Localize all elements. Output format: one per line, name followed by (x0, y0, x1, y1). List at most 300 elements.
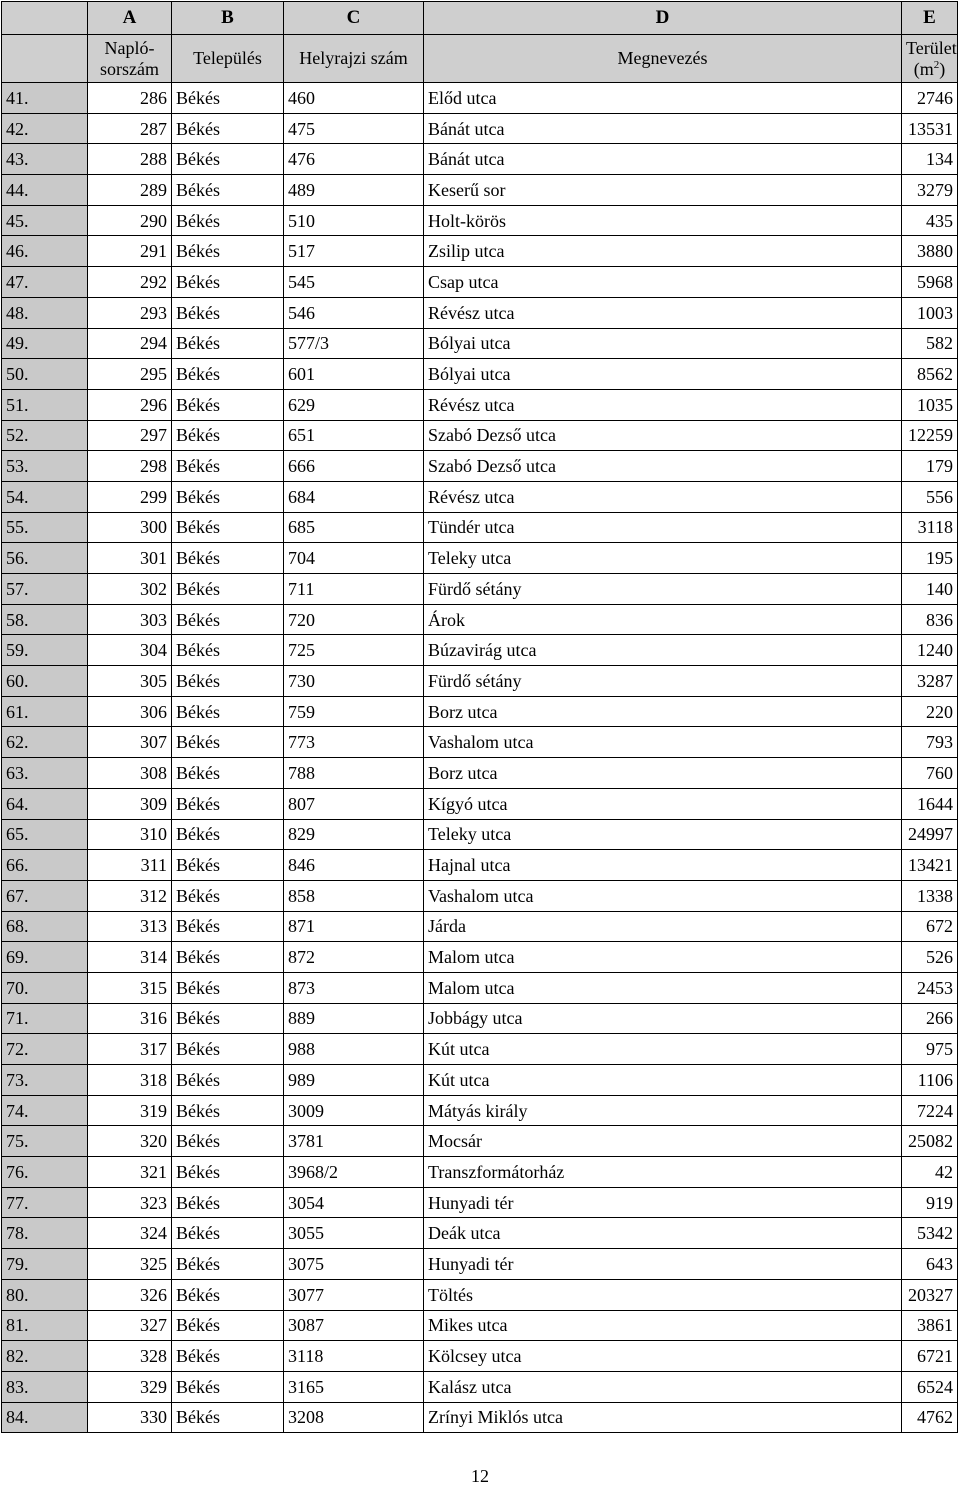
helyrajzi-szam-cell: 546 (284, 297, 424, 328)
corner-cell (2, 2, 88, 35)
terulet-cell: 20327 (902, 1279, 958, 1310)
helyrajzi-szam-cell: 517 (284, 236, 424, 267)
table-row (2, 83, 958, 114)
column-letter-a: A (88, 2, 172, 35)
table-row (2, 1187, 958, 1218)
telepules-cell: Békés (172, 727, 284, 758)
helyrajzi-szam-cell: 666 (284, 451, 424, 482)
naplo-sorszam-cell: 297 (88, 420, 172, 451)
naplo-sorszam-cell: 330 (88, 1402, 172, 1433)
telepules-cell: Békés (172, 328, 284, 359)
helyrajzi-szam-cell: 684 (284, 481, 424, 512)
helyrajzi-szam-cell: 829 (284, 819, 424, 850)
helyrajzi-szam-cell: 3165 (284, 1371, 424, 1402)
helyrajzi-szam-cell: 889 (284, 1003, 424, 1034)
telepules-cell: Békés (172, 604, 284, 635)
terulet-cell: 6524 (902, 1371, 958, 1402)
helyrajzi-szam-cell: 651 (284, 420, 424, 451)
telepules-cell: Békés (172, 972, 284, 1003)
terulet-cell: 1240 (902, 635, 958, 666)
helyrajzi-szam-cell: 730 (284, 666, 424, 697)
naplo-sorszam-cell: 301 (88, 543, 172, 574)
telepules-cell: Békés (172, 1249, 284, 1280)
land-registry-table (1, 1, 958, 1433)
megnevezes-cell: Tündér utca (424, 512, 902, 543)
helyrajzi-szam-cell: 846 (284, 850, 424, 881)
row-index-cell: 54. (2, 481, 88, 512)
telepules-cell: Békés (172, 83, 284, 114)
row-index-cell: 70. (2, 972, 88, 1003)
telepules-cell: Békés (172, 1187, 284, 1218)
megnevezes-cell: Csap utca (424, 267, 902, 298)
telepules-cell: Békés (172, 880, 284, 911)
terulet-cell: 140 (902, 574, 958, 605)
telepules-cell: Békés (172, 236, 284, 267)
naplo-sorszam-cell: 304 (88, 635, 172, 666)
row-index-cell: 44. (2, 175, 88, 206)
naplo-sorszam-cell: 324 (88, 1218, 172, 1249)
terulet-cell: 1338 (902, 880, 958, 911)
helyrajzi-szam-cell: 989 (284, 1065, 424, 1096)
terulet-cell: 836 (902, 604, 958, 635)
naplo-sorszam-cell: 312 (88, 880, 172, 911)
megnevezes-cell: Bánát utca (424, 144, 902, 175)
table-row (2, 297, 958, 328)
helyrajzi-szam-cell: 577/3 (284, 328, 424, 359)
megnevezes-cell: Mikes utca (424, 1310, 902, 1341)
megnevezes-cell: Malom utca (424, 972, 902, 1003)
telepules-cell: Békés (172, 1126, 284, 1157)
megnevezes-cell: Teleky utca (424, 543, 902, 574)
row-index-cell: 49. (2, 328, 88, 359)
row-index-cell: 72. (2, 1034, 88, 1065)
table-row (2, 175, 958, 206)
naplo-sorszam-cell: 323 (88, 1187, 172, 1218)
telepules-cell: Békés (172, 911, 284, 942)
row-index-cell: 41. (2, 83, 88, 114)
table-row (2, 574, 958, 605)
megnevezes-cell: Kölcsey utca (424, 1341, 902, 1372)
naplo-sorszam-cell: 298 (88, 451, 172, 482)
megnevezes-cell: Mátyás király (424, 1095, 902, 1126)
terulet-cell: 134 (902, 144, 958, 175)
megnevezes-cell: Mocsár (424, 1126, 902, 1157)
megnevezes-cell: Borz utca (424, 758, 902, 789)
row-index-cell: 51. (2, 389, 88, 420)
telepules-cell: Békés (172, 1034, 284, 1065)
row-index-cell: 59. (2, 635, 88, 666)
naplo-sorszam-cell: 320 (88, 1126, 172, 1157)
naplo-sorszam-cell: 309 (88, 788, 172, 819)
table-row (2, 635, 958, 666)
telepules-cell: Békés (172, 512, 284, 543)
helyrajzi-szam-cell: 720 (284, 604, 424, 635)
helyrajzi-szam-cell: 725 (284, 635, 424, 666)
megnevezes-cell: Hunyadi tér (424, 1249, 902, 1280)
naplo-sorszam-cell: 291 (88, 236, 172, 267)
table-row (2, 819, 958, 850)
helyrajzi-szam-cell: 3009 (284, 1095, 424, 1126)
column-letter-c: C (284, 2, 424, 35)
megnevezes-cell: Fürdő sétány (424, 666, 902, 697)
telepules-cell: Békés (172, 819, 284, 850)
naplo-sorszam-cell: 308 (88, 758, 172, 789)
table-row (2, 696, 958, 727)
megnevezes-cell: Búzavirág utca (424, 635, 902, 666)
helyrajzi-szam-cell: 3118 (284, 1341, 424, 1372)
megnevezes-cell: Vashalom utca (424, 880, 902, 911)
terulet-cell: 179 (902, 451, 958, 482)
telepules-cell: Békés (172, 1003, 284, 1034)
terulet-cell: 1003 (902, 297, 958, 328)
row-index-cell: 62. (2, 727, 88, 758)
helyrajzi-szam-cell: 489 (284, 175, 424, 206)
header-naplo-sorszam-text: Napló- sorszám (100, 37, 159, 79)
megnevezes-cell: Árok (424, 604, 902, 635)
naplo-sorszam-cell: 313 (88, 911, 172, 942)
terulet-cell: 5968 (902, 267, 958, 298)
telepules-cell: Békés (172, 696, 284, 727)
megnevezes-cell: Teleky utca (424, 819, 902, 850)
terulet-cell: 672 (902, 911, 958, 942)
helyrajzi-szam-cell: 807 (284, 788, 424, 819)
megnevezes-cell: Hunyadi tér (424, 1187, 902, 1218)
telepules-cell: Békés (172, 1402, 284, 1433)
row-index-cell: 60. (2, 666, 88, 697)
terulet-cell: 266 (902, 1003, 958, 1034)
helyrajzi-szam-cell: 3208 (284, 1402, 424, 1433)
megnevezes-cell: Bánát utca (424, 113, 902, 144)
telepules-cell: Békés (172, 420, 284, 451)
helyrajzi-szam-cell: 873 (284, 972, 424, 1003)
table-row (2, 942, 958, 973)
header-terulet-text: Terület $(m^2)$ (906, 37, 957, 79)
table-row (2, 1003, 958, 1034)
row-index-cell: 48. (2, 297, 88, 328)
table-row (2, 1279, 958, 1310)
row-index-cell: 67. (2, 880, 88, 911)
telepules-cell: Békés (172, 144, 284, 175)
naplo-sorszam-cell: 288 (88, 144, 172, 175)
terulet-cell: 975 (902, 1034, 958, 1065)
naplo-sorszam-cell: 303 (88, 604, 172, 635)
telepules-cell: Békés (172, 850, 284, 881)
telepules-cell: Békés (172, 1341, 284, 1372)
telepules-cell: Békés (172, 635, 284, 666)
helyrajzi-szam-cell: 476 (284, 144, 424, 175)
table-row (2, 359, 958, 390)
naplo-sorszam-cell: 319 (88, 1095, 172, 1126)
terulet-cell: 3279 (902, 175, 958, 206)
megnevezes-cell: Kalász utca (424, 1371, 902, 1402)
megnevezes-cell: Deák utca (424, 1218, 902, 1249)
megnevezes-cell: Transzformátorház (424, 1157, 902, 1188)
row-index-cell: 52. (2, 420, 88, 451)
table-row (2, 880, 958, 911)
terulet-cell: 793 (902, 727, 958, 758)
megnevezes-cell: Bólyai utca (424, 328, 902, 359)
header-telepules: Település (172, 35, 284, 83)
helyrajzi-szam-cell: 510 (284, 205, 424, 236)
megnevezes-cell: Révész utca (424, 481, 902, 512)
table-row (2, 666, 958, 697)
helyrajzi-szam-cell: 711 (284, 574, 424, 605)
row-index-cell: 47. (2, 267, 88, 298)
telepules-cell: Békés (172, 113, 284, 144)
megnevezes-cell: Keserű sor (424, 175, 902, 206)
table-row (2, 788, 958, 819)
megnevezes-cell: Járda (424, 911, 902, 942)
table-row (2, 1249, 958, 1280)
naplo-sorszam-cell: 289 (88, 175, 172, 206)
megnevezes-cell: Révész utca (424, 297, 902, 328)
terulet-cell: 4762 (902, 1402, 958, 1433)
row-index-cell: 68. (2, 911, 88, 942)
terulet-cell: 24997 (902, 819, 958, 850)
row-index-cell: 57. (2, 574, 88, 605)
terulet-cell: 526 (902, 942, 958, 973)
naplo-sorszam-cell: 295 (88, 359, 172, 390)
terulet-cell: 13421 (902, 850, 958, 881)
table-row (2, 604, 958, 635)
helyrajzi-szam-cell: 872 (284, 942, 424, 973)
naplo-sorszam-cell: 302 (88, 574, 172, 605)
table-row (2, 911, 958, 942)
naplo-sorszam-cell: 315 (88, 972, 172, 1003)
naplo-sorszam-cell: 290 (88, 205, 172, 236)
terulet-cell: 25082 (902, 1126, 958, 1157)
row-index-cell: 66. (2, 850, 88, 881)
row-index-cell: 53. (2, 451, 88, 482)
telepules-cell: Békés (172, 942, 284, 973)
helyrajzi-szam-cell: 3087 (284, 1310, 424, 1341)
helyrajzi-szam-cell: 460 (284, 83, 424, 114)
terulet-cell: 1035 (902, 389, 958, 420)
terulet-cell: 435 (902, 205, 958, 236)
megnevezes-cell: Szabó Dezső utca (424, 420, 902, 451)
helyrajzi-szam-cell: 704 (284, 543, 424, 574)
naplo-sorszam-cell: 299 (88, 481, 172, 512)
naplo-sorszam-cell: 325 (88, 1249, 172, 1280)
table-row (2, 451, 958, 482)
megnevezes-cell: Zrínyi Miklós utca (424, 1402, 902, 1433)
table-row (2, 850, 958, 881)
row-index-cell: 73. (2, 1065, 88, 1096)
terulet-cell: 3118 (902, 512, 958, 543)
naplo-sorszam-cell: 318 (88, 1065, 172, 1096)
table-row (2, 1371, 958, 1402)
telepules-cell: Békés (172, 451, 284, 482)
row-index-cell: 43. (2, 144, 88, 175)
table-row (2, 236, 958, 267)
helyrajzi-szam-cell: 629 (284, 389, 424, 420)
terulet-cell: 5342 (902, 1218, 958, 1249)
telepules-cell: Békés (172, 1218, 284, 1249)
naplo-sorszam-cell: 316 (88, 1003, 172, 1034)
table-row (2, 1402, 958, 1433)
megnevezes-cell: Töltés (424, 1279, 902, 1310)
megnevezes-cell: Fürdő sétány (424, 574, 902, 605)
row-index-cell: 56. (2, 543, 88, 574)
helyrajzi-szam-cell: 3077 (284, 1279, 424, 1310)
telepules-cell: Békés (172, 1310, 284, 1341)
naplo-sorszam-cell: 326 (88, 1279, 172, 1310)
naplo-sorszam-cell: 311 (88, 850, 172, 881)
megnevezes-cell: Borz utca (424, 696, 902, 727)
helyrajzi-szam-cell: 3075 (284, 1249, 424, 1280)
telepules-cell: Békés (172, 481, 284, 512)
megnevezes-cell: Zsilip utca (424, 236, 902, 267)
megnevezes-cell: Révész utca (424, 389, 902, 420)
row-index-cell: 75. (2, 1126, 88, 1157)
helyrajzi-szam-cell: 3968/2 (284, 1157, 424, 1188)
telepules-cell: Békés (172, 1279, 284, 1310)
telepules-cell: Békés (172, 574, 284, 605)
row-index-cell: 76. (2, 1157, 88, 1188)
telepules-cell: Békés (172, 543, 284, 574)
terulet-cell: 760 (902, 758, 958, 789)
megnevezes-cell: Malom utca (424, 942, 902, 973)
naplo-sorszam-cell: 293 (88, 297, 172, 328)
column-letter-e: E (902, 2, 958, 35)
row-index-cell: 84. (2, 1402, 88, 1433)
row-index-cell: 71. (2, 1003, 88, 1034)
telepules-cell: Békés (172, 389, 284, 420)
header-megnevezes: Megnevezés (424, 35, 902, 83)
table-row (2, 389, 958, 420)
naplo-sorszam-cell: 292 (88, 267, 172, 298)
naplo-sorszam-cell: 321 (88, 1157, 172, 1188)
table-row (2, 512, 958, 543)
helyrajzi-szam-cell: 773 (284, 727, 424, 758)
row-index-cell: 65. (2, 819, 88, 850)
table-row (2, 481, 958, 512)
row-index-cell: 63. (2, 758, 88, 789)
table-row (2, 267, 958, 298)
telepules-cell: Békés (172, 1065, 284, 1096)
telepules-cell: Békés (172, 1371, 284, 1402)
telepules-cell: Békés (172, 175, 284, 206)
naplo-sorszam-cell: 327 (88, 1310, 172, 1341)
megnevezes-cell: Holt-körös (424, 205, 902, 236)
terulet-cell: 7224 (902, 1095, 958, 1126)
naplo-sorszam-cell: 306 (88, 696, 172, 727)
megnevezes-cell: Vashalom utca (424, 727, 902, 758)
telepules-cell: Békés (172, 297, 284, 328)
row-index-cell: 46. (2, 236, 88, 267)
table-row (2, 1034, 958, 1065)
row-index-cell: 83. (2, 1371, 88, 1402)
table-row (2, 1157, 958, 1188)
helyrajzi-szam-cell: 475 (284, 113, 424, 144)
row-index-cell: 45. (2, 205, 88, 236)
table-row (2, 420, 958, 451)
column-letters-row (2, 2, 958, 35)
megnevezes-cell: Kígyó utca (424, 788, 902, 819)
row-index-cell: 61. (2, 696, 88, 727)
terulet-cell: 643 (902, 1249, 958, 1280)
page-number: 12 (471, 1466, 489, 1486)
terulet-cell: 2453 (902, 972, 958, 1003)
helyrajzi-szam-cell: 3054 (284, 1187, 424, 1218)
terulet-cell: 42 (902, 1157, 958, 1188)
megnevezes-cell: Kút utca (424, 1065, 902, 1096)
column-headers-row (2, 35, 958, 83)
helyrajzi-szam-cell: 988 (284, 1034, 424, 1065)
row-index-cell: 81. (2, 1310, 88, 1341)
naplo-sorszam-cell: 328 (88, 1341, 172, 1372)
helyrajzi-szam-cell: 3781 (284, 1126, 424, 1157)
terulet-cell: 556 (902, 481, 958, 512)
naplo-sorszam-cell: 329 (88, 1371, 172, 1402)
terulet-cell: 6721 (902, 1341, 958, 1372)
naplo-sorszam-cell: 317 (88, 1034, 172, 1065)
row-index-cell: 80. (2, 1279, 88, 1310)
table-row (2, 113, 958, 144)
row-index-cell: 42. (2, 113, 88, 144)
table-row (2, 328, 958, 359)
telepules-cell: Békés (172, 788, 284, 819)
megnevezes-cell: Bólyai utca (424, 359, 902, 390)
table-row (2, 1126, 958, 1157)
row-index-cell: 74. (2, 1095, 88, 1126)
naplo-sorszam-cell: 287 (88, 113, 172, 144)
telepules-cell: Békés (172, 758, 284, 789)
terulet-cell: 13531 (902, 113, 958, 144)
helyrajzi-szam-cell: 759 (284, 696, 424, 727)
terulet-cell: 1106 (902, 1065, 958, 1096)
megnevezes-cell: Hajnal utca (424, 850, 902, 881)
megnevezes-cell: Szabó Dezső utca (424, 451, 902, 482)
terulet-cell: 3880 (902, 236, 958, 267)
megnevezes-cell: Kút utca (424, 1034, 902, 1065)
helyrajzi-szam-cell: 685 (284, 512, 424, 543)
table-row (2, 727, 958, 758)
telepules-cell: Békés (172, 666, 284, 697)
naplo-sorszam-cell: 314 (88, 942, 172, 973)
naplo-sorszam-cell: 310 (88, 819, 172, 850)
row-index-cell: 79. (2, 1249, 88, 1280)
telepules-cell: Békés (172, 1095, 284, 1126)
row-index-cell: 82. (2, 1341, 88, 1372)
row-index-cell: 69. (2, 942, 88, 973)
terulet-cell: 1644 (902, 788, 958, 819)
terulet-cell: 582 (902, 328, 958, 359)
column-letter-b: B (172, 2, 284, 35)
table-row (2, 1065, 958, 1096)
table-row (2, 972, 958, 1003)
naplo-sorszam-cell: 296 (88, 389, 172, 420)
terulet-cell: 3287 (902, 666, 958, 697)
terulet-cell: 220 (902, 696, 958, 727)
naplo-sorszam-cell: 286 (88, 83, 172, 114)
table-row (2, 144, 958, 175)
row-index-cell: 64. (2, 788, 88, 819)
row-index-cell: 77. (2, 1187, 88, 1218)
telepules-cell: Békés (172, 267, 284, 298)
helyrajzi-szam-cell: 545 (284, 267, 424, 298)
row-index-cell: 50. (2, 359, 88, 390)
header-helyrajzi-szam: Helyrajzi szám (284, 35, 424, 83)
table-row (2, 1095, 958, 1126)
terulet-cell: 8562 (902, 359, 958, 390)
terulet-cell: 919 (902, 1187, 958, 1218)
table-row (2, 543, 958, 574)
row-index-cell: 78. (2, 1218, 88, 1249)
naplo-sorszam-cell: 294 (88, 328, 172, 359)
telepules-cell: Békés (172, 359, 284, 390)
helyrajzi-szam-cell: 3055 (284, 1218, 424, 1249)
